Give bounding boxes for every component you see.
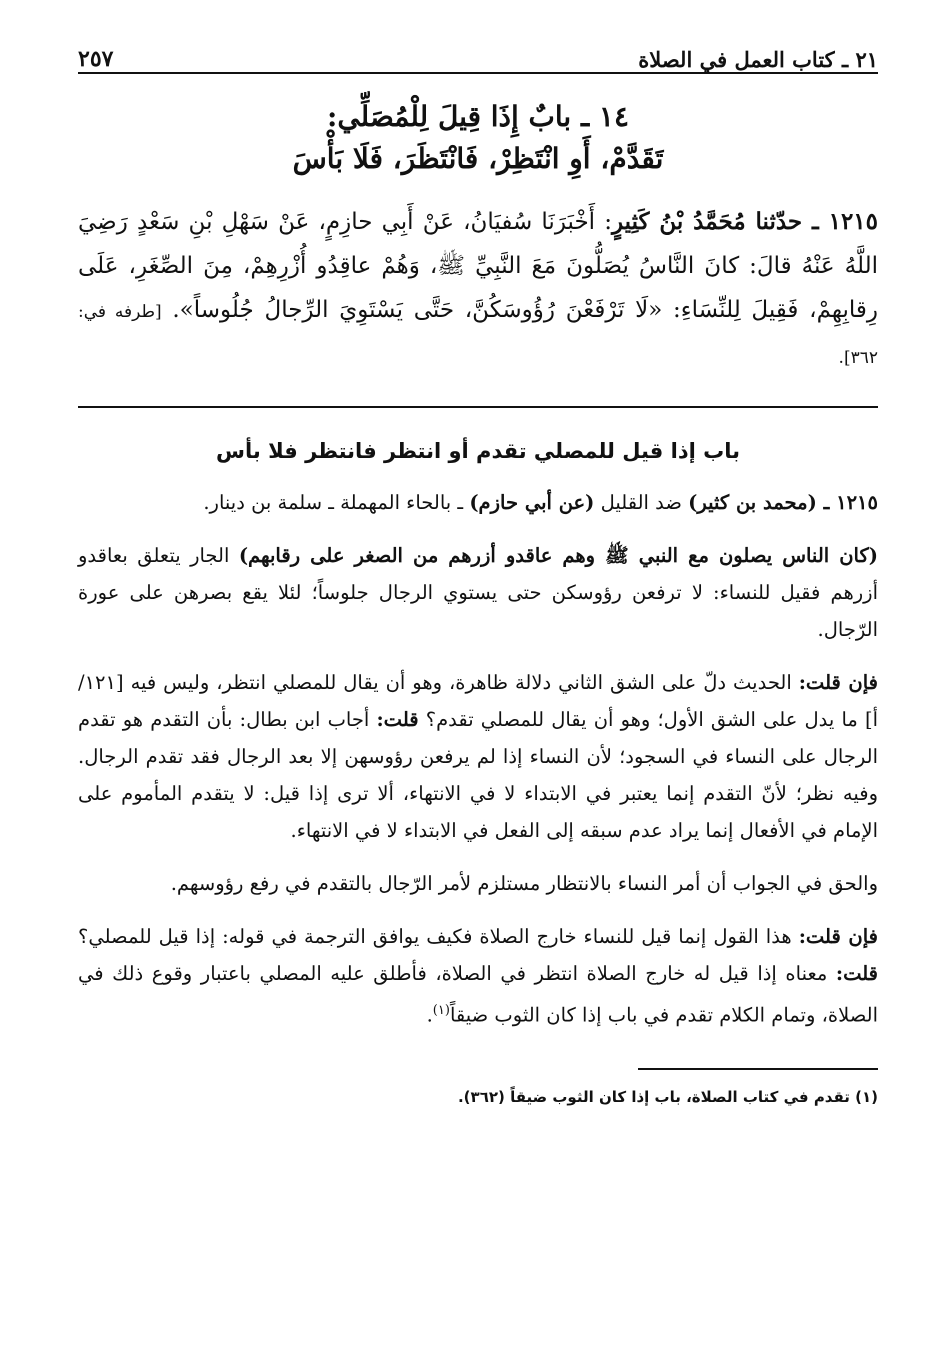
commentary-text: . (426, 1003, 433, 1027)
hadith-matn: : أَخْبَرَنَا سُفيَانُ، عَنْ أَبِي حازِمٍ، عَنْ سَهْلِ بْنِ سَعْدٍ رَضِيَ اللَّهُ عَنْهُ قالَ: كانَ النَّاسُ يُصَلُّونَ مَعَ النَّبِيِّ ﷺ، وَهُمْ عاقِدُو أُزْرِهِمْ، مِنَ الصِّغَرِ، عَلَى رِقابِهِمْ، فَقِيلَ لِلنِّسَاءِ: «لَا تَرْفَعْنَ رُؤُوسَكُنَّ، حَتَّى يَسْتَوِيَ الرِّجالُ جُلُوساً». (78, 209, 878, 323)
book-page (78, 30, 878, 1110)
commentary-paragraph-5 (78, 918, 878, 1034)
question-label: فإن قلت: (798, 925, 878, 948)
bab-heading-line-2: تَقَدَّمْ، أَوِ انْتَظِرْ، فَانْتَظَرَ، فَلَا بَأْسَ (292, 142, 664, 175)
commentary-text: معناه إذا قيل له خارج الصلاة انتظر في الصلاة، فأطلق عليه المصلي باعتبار وقوع ذلك في الصلاة، وتمام الكلام تقدم في باب إذا كان الثوب ضيقاً (78, 962, 878, 1027)
section-divider (78, 406, 878, 408)
commentary-heading: باب إذا قيل للمصلي تقدم أو انتظر فانتظر فلا بأس (216, 439, 740, 463)
commentary-paragraph-3 (78, 664, 878, 849)
question-label: فإن قلت: (798, 671, 878, 694)
narrator-name: (عن أبي حازم) (469, 491, 595, 514)
narrator-name: ١٢١٥ ـ (محمد بن كثير) (688, 491, 878, 514)
running-head (78, 30, 878, 74)
hadith-cross-reference: [طرفه في: ٣٦٢]. (78, 302, 878, 368)
commentary-paragraph-1 (78, 484, 878, 521)
hadith-text (78, 200, 878, 380)
commentary-text: أجاب ابن بطال: بأن التقدم هو تقدم الرجال على النساء في السجود؛ لأن النساء إذا لم يرفعن رؤوسهن إلا بعد الرجال فقد تقدم الرجال. وفيه نظر؛ لأنّ التقدم إنما يعتبر في الابتداء لا في الانتهاء، ألا ترى إذا قيل: لا يتقدم المأموم على الإمام في الأفعال إنما يراد عدم سبقه إلى الفعل في الابتداء لا في الانتهاء. (78, 708, 878, 842)
page-number: ٢٥٧ (78, 46, 114, 72)
answer-label: قلت: (376, 708, 419, 731)
footnote: (١) تقدم في كتاب الصلاة، باب إذا كان الثوب ضيقاً (٣٦٢). (457, 1087, 878, 1106)
bab-heading-line-1: ١٤ ـ بابٌ إِذَا قِيلَ لِلْمُصَلِّي: (327, 100, 629, 133)
hadith-isnad-lead: ١٢١٥ ـ حدّثنا مُحَمَّدُ بْنُ كَثِيرٍ (611, 208, 879, 235)
commentary-text: ـ بالحاء المهملة ـ سلمة بن دينار. (203, 491, 470, 514)
commentary-text: هذا القول إنما قيل للنساء خارج الصلاة فكيف يوافق الترجمة في قوله: إذا قيل للمصلي؟ (78, 925, 799, 948)
bab-heading (78, 96, 878, 180)
commentary-text: والحق في الجواب أن أمر النساء بالانتظار مستلزم لأمر الرّجال بالتقدم في رفع رؤوسهم. (170, 872, 878, 895)
quoted-matn: (كان الناس يصلون مع النبي ﷺ وهم عاقدو أزرهم من الصغر على رقابهم) (238, 544, 878, 567)
footnote-marker: (١) (432, 1003, 450, 1018)
answer-label: قلت: (835, 962, 878, 985)
commentary-text: الحديث دلّ على الشق الثاني دلالة ظاهرة، وهو أن يقال للمصلي انتظر، وليس فيه [١٢١/أ] ما يدل على الشق الأول؛ وهو أن يقال للمصلي تقدم؟ (78, 671, 878, 731)
commentary-text: الجار يتعلق بعاقدو أزرهم فقيل للنساء: لا ترفعن رؤوسكن حتى يستوي الرجال جلوساً؛ لئلا يقع بصرهن على عورة الرّجال. (78, 544, 878, 641)
footnote-rule (638, 1068, 878, 1070)
chapter-title: ٢١ ـ كتاب العمل في الصلاة (638, 47, 878, 72)
commentary-paragraph-2 (78, 537, 878, 648)
commentary-paragraph-4 (78, 865, 878, 902)
commentary-text: ضد القليل (594, 491, 689, 514)
